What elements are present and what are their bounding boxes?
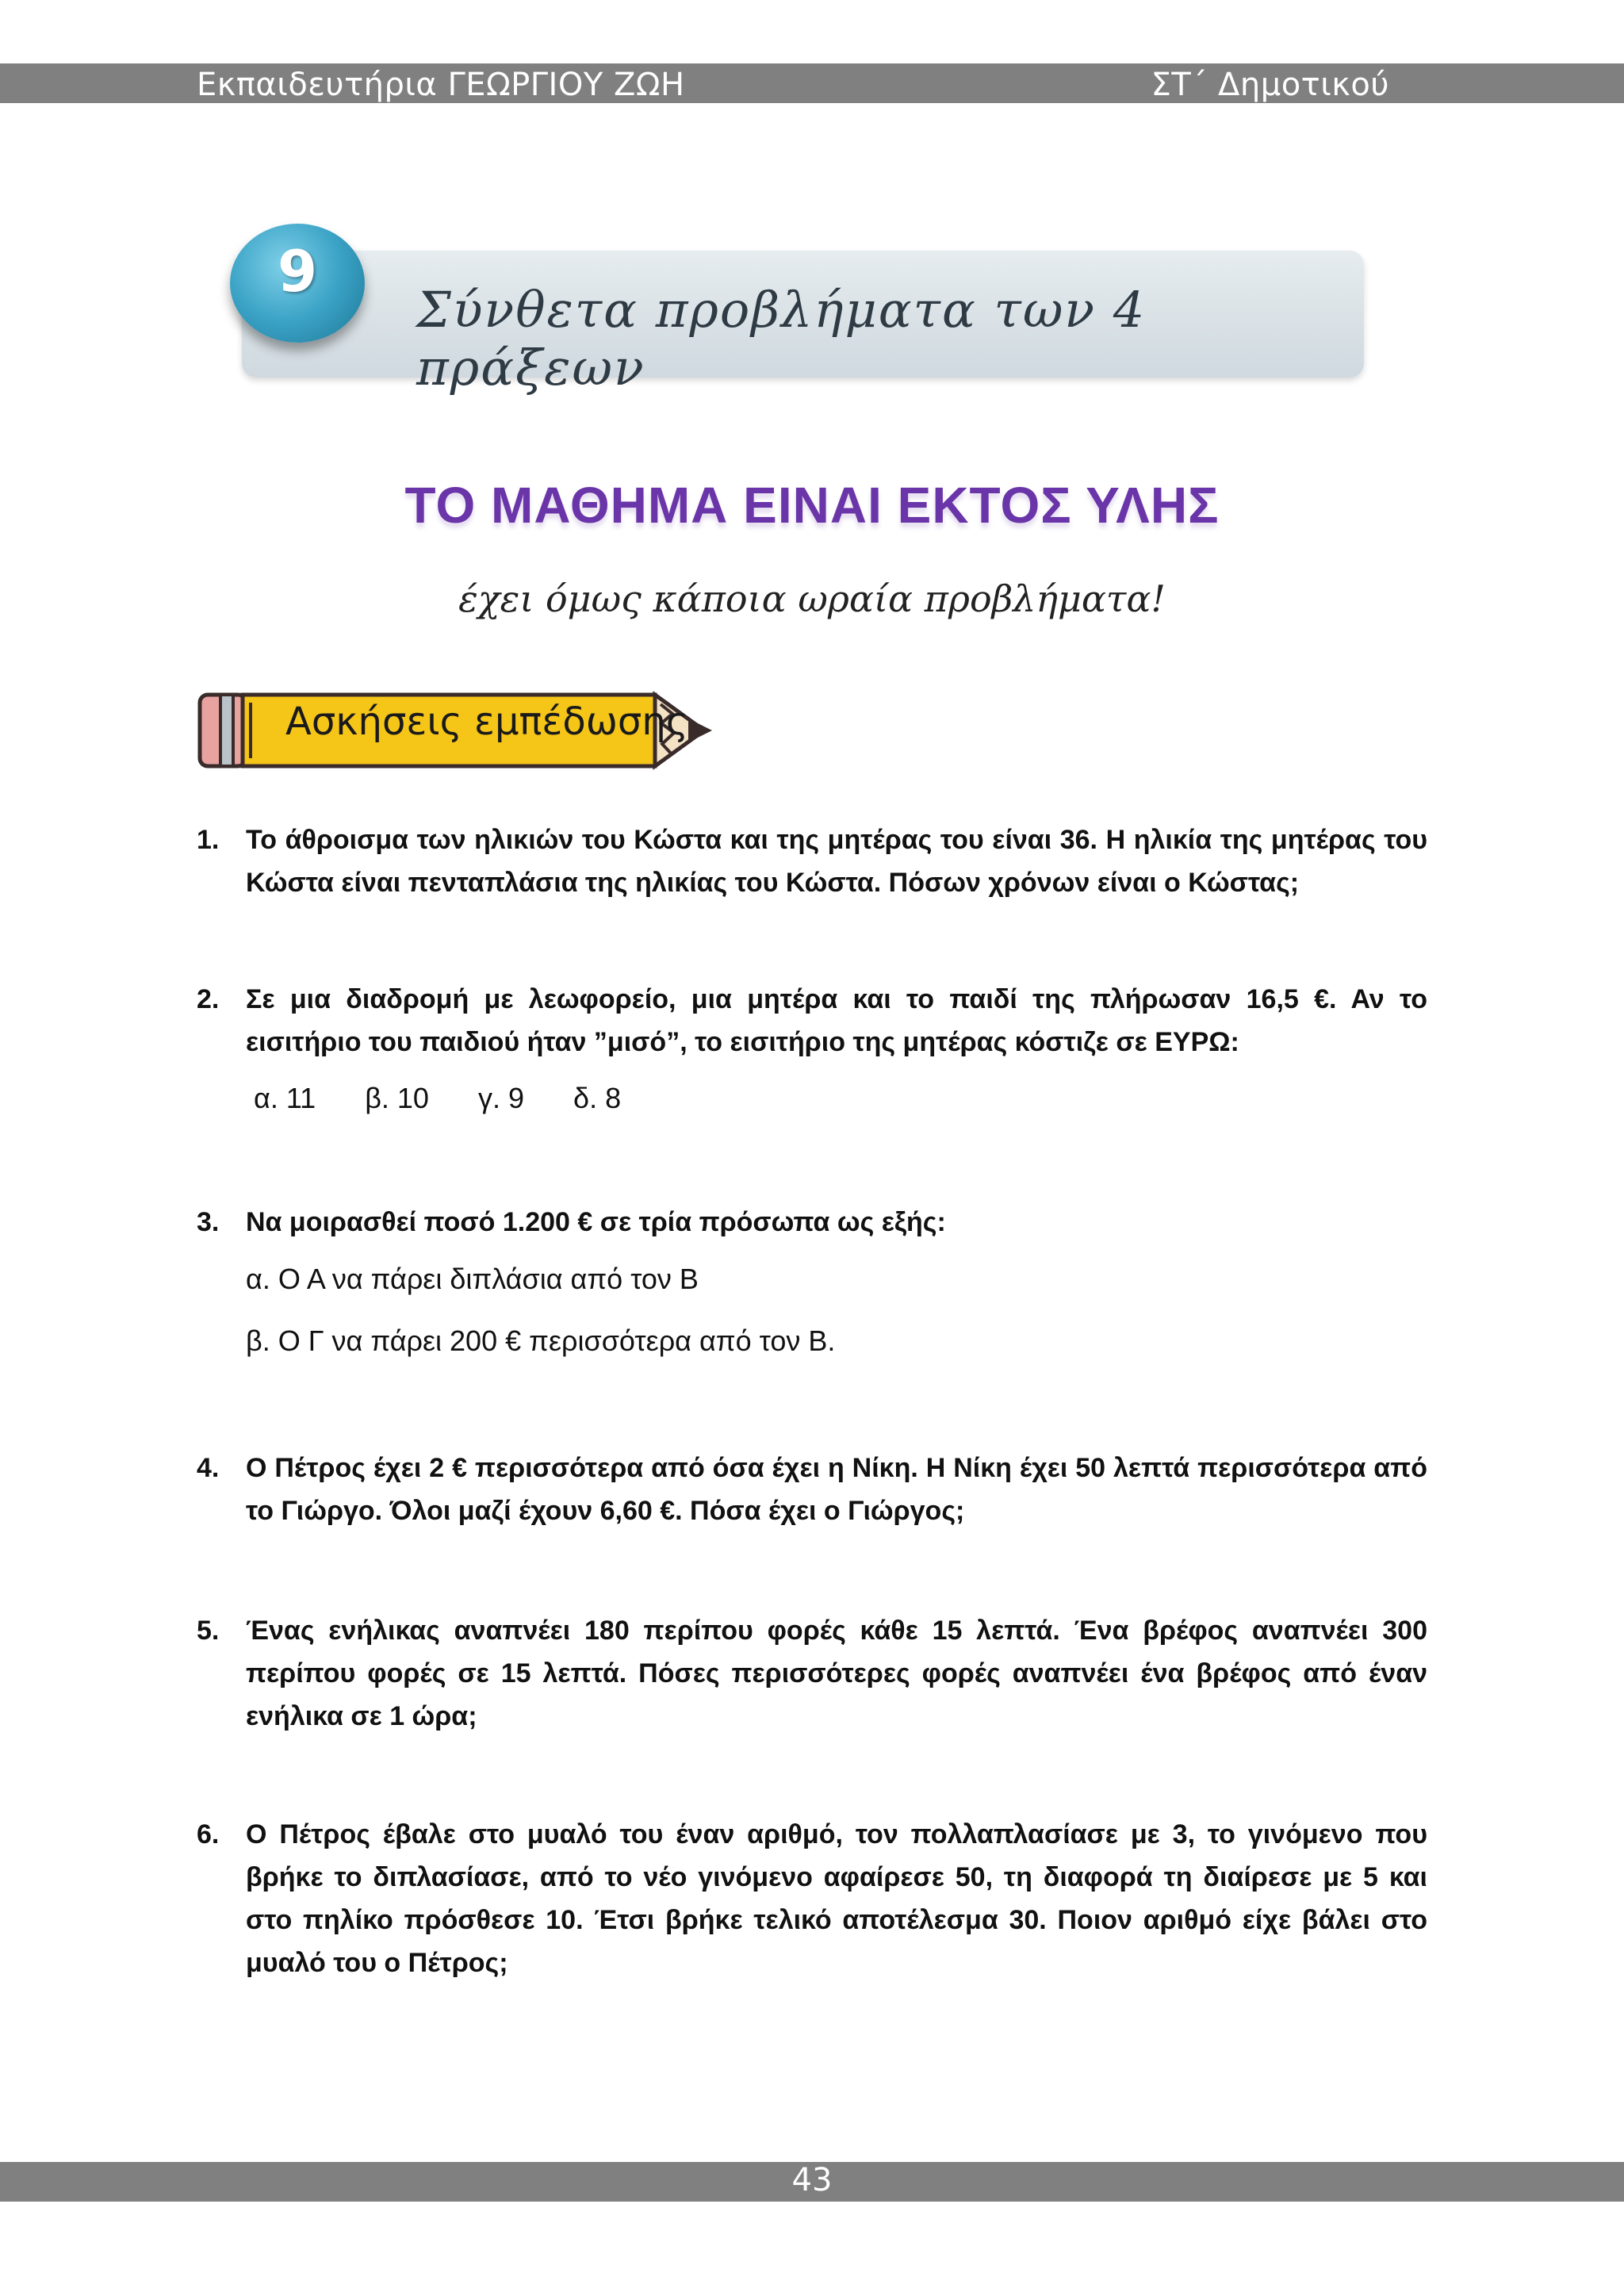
- school-name: Εκπαιδευτήρια ΓΕΩΡΓΙΟΥ ΖΩΗ: [197, 67, 685, 103]
- subtitle: έχει όμως κάποια ωραία προβλήματα!: [458, 577, 1166, 620]
- header-bar: [0, 63, 1624, 103]
- problem-text: Ο Πέτρος έχει 2 € περισσότερα από όσα έχει η Νίκη. Η Νίκη έχει 50 λεπτά περισσότερα από το Γιώργο. Όλοι μαζί έχουν 6,60 €. Πόσα έχει ο Γιώργος;: [246, 1453, 1427, 1526]
- problem-1: [197, 818, 1427, 904]
- problem-text: Ένας ενήλικας αναπνέει 180 περίπου φορές κάθε 15 λεπτά. Ένα βρέφος αναπνέει 300 περίπου φορές σε 15 λεπτά. Πόσες περισσότερες φορές αναπνέει ένα βρέφος από έναν ενήλικα σε 1 ώρα;: [246, 1616, 1427, 1731]
- chapter-number: 9: [277, 238, 318, 305]
- problem-number: 4.: [197, 1453, 220, 1483]
- problem-number: 6.: [197, 1819, 220, 1849]
- problem-number: 5.: [197, 1616, 220, 1646]
- problem-2: [197, 978, 1427, 1064]
- chapter-number-badge: [230, 224, 365, 343]
- answer-choices: [254, 1082, 662, 1115]
- problem-number: 3.: [197, 1207, 220, 1237]
- problem-text: Το άθροισμα των ηλικιών του Κώστα και της μητέρας του είναι 36. Η ηλικία της μητέρας του Κώστα είναι πενταπλάσια της ηλικίας του Κώστα. Πόσων χρόνων είναι ο Κώστας;: [246, 825, 1427, 898]
- problem-3-part-b: β. Ο Γ να πάρει 200 € περισσότερα από τον Β.: [246, 1324, 836, 1357]
- problem-5: [197, 1609, 1427, 1738]
- problem-3-part-a: α. Ο Α να πάρει διπλάσια από τον Β: [246, 1263, 699, 1295]
- chapter-title: Σύνθετα προβλήματα των 4 πράξεων: [416, 281, 1147, 397]
- problem-6: [197, 1813, 1427, 1984]
- problem-number: 2.: [197, 984, 220, 1014]
- grade-label: ΣΤ΄ Δημοτικού: [1151, 67, 1389, 103]
- problem-text: Ο Πέτρος έβαλε στο μυαλό του έναν αριθμό, τον πολλαπλασίασε με 3, το γινόμενο που βρήκε το διπλασίασε, από το νέο γινόμενο αφαίρεσε 50, τη διαφορά τη διαίρεσε με 5 και στο πηλίκο πρόσθεσε 10. Έτσι βρήκε τελικό αποτέλεσμα 30. Ποιον αριθμό είχε βάλει στο μυαλό του ο Πέτρος;: [246, 1819, 1427, 1978]
- choice-d: δ. 8: [573, 1082, 622, 1114]
- out-of-syllabus-title: ΤΟ ΜΑΘΗΜΑ ΕΙΝΑΙ ΕΚΤΟΣ ΥΛΗΣ: [404, 477, 1220, 534]
- problem-number: 1.: [197, 825, 220, 855]
- problem-text: Σε μια διαδρομή με λεωφορείο, μια μητέρα και το παιδί της πλήρωσαν 16,5 €. Αν το εισιτήριο του παιδιού ήταν ”μισό”, το εισιτήριο της μητέρας κόστιζε σε ΕΥΡΩ:: [246, 984, 1427, 1057]
- problem-4: [197, 1447, 1427, 1532]
- section-label: Ασκήσεις εμπέδωσης: [285, 700, 688, 744]
- choice-c: γ. 9: [477, 1082, 525, 1114]
- page-number: 43: [791, 2162, 833, 2198]
- problem-3: [197, 1201, 1427, 1244]
- chapter-banner: [242, 251, 1364, 397]
- problem-text: Να μοιρασθεί ποσό 1.200 € σε τρία πρόσωπα ως εξής:: [246, 1207, 946, 1237]
- choice-a: α. 11: [254, 1082, 316, 1114]
- choice-b: β. 10: [365, 1082, 429, 1114]
